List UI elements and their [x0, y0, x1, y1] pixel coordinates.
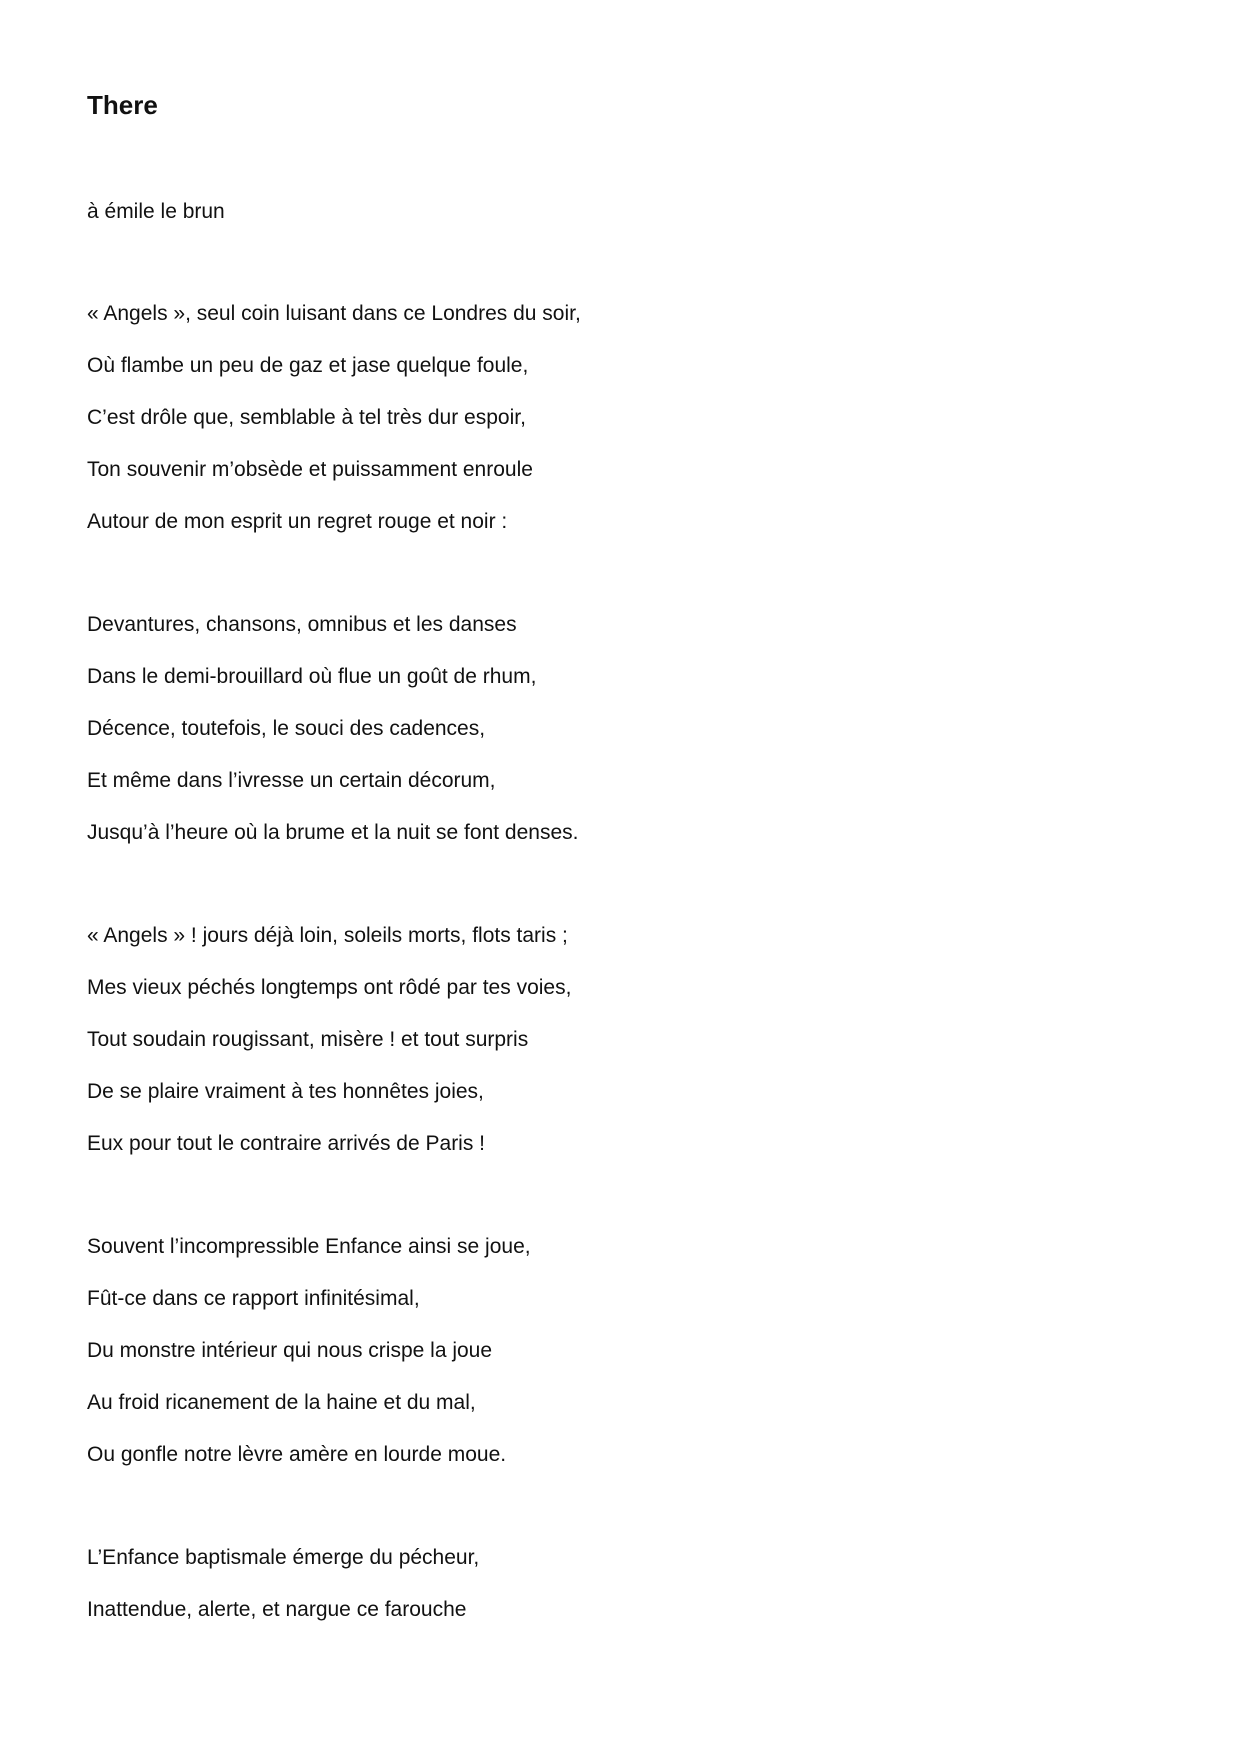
stanza-3	[87, 921, 571, 1181]
stanza-4	[87, 1232, 531, 1492]
stanza-5	[87, 1543, 479, 1647]
poem-title: There	[87, 90, 158, 120]
verse-line: Ou gonfle notre lèvre amère en lourde moue.	[87, 1443, 507, 1466]
verse-line: Où flambe un peu de gaz et jase quelque foule,	[87, 354, 529, 377]
verse-line: Ton souvenir m’obsède et puissamment enroule	[87, 458, 533, 481]
verse-line: Décence, toutefois, le souci des cadences,	[87, 717, 486, 740]
poem-dedication: à émile le brun	[87, 200, 225, 223]
verse-line: Eux pour tout le contraire arrivés de Paris !	[87, 1132, 486, 1155]
stanza-2	[87, 610, 578, 870]
verse-line: « Angels », seul coin luisant dans ce Londres du soir,	[87, 302, 581, 325]
stanza-1	[87, 299, 581, 559]
verse-line: Inattendue, alerte, et nargue ce farouche	[87, 1598, 467, 1621]
verse-line: Au froid ricanement de la haine et du mal,	[87, 1391, 476, 1414]
verse-line: Souvent l’incompressible Enfance ainsi se joue,	[87, 1235, 531, 1258]
verse-line: Fût-ce dans ce rapport infinitésimal,	[87, 1287, 420, 1310]
verse-line: Du monstre intérieur qui nous crispe la joue	[87, 1339, 493, 1362]
verse-line: « Angels » ! jours déjà loin, soleils morts, flots taris ;	[87, 924, 568, 947]
verse-line: De se plaire vraiment à tes honnêtes joies,	[87, 1080, 484, 1103]
verse-line: Jusqu’à l’heure où la brume et la nuit se font denses.	[87, 821, 579, 844]
verse-line: Mes vieux péchés longtemps ont rôdé par tes voies,	[87, 976, 572, 999]
verse-line: Dans le demi-brouillard où flue un goût de rhum,	[87, 665, 537, 688]
verse-line: Tout soudain rougissant, misère ! et tout surpris	[87, 1028, 529, 1051]
verse-line: Autour de mon esprit un regret rouge et noir :	[87, 510, 508, 533]
verse-line: C’est drôle que, semblable à tel très dur espoir,	[87, 406, 526, 429]
verse-line: L’Enfance baptismale émerge du pécheur,	[87, 1546, 480, 1569]
verse-line: Devantures, chansons, omnibus et les danses	[87, 613, 517, 636]
verse-line: Et même dans l’ivresse un certain décorum,	[87, 769, 496, 792]
